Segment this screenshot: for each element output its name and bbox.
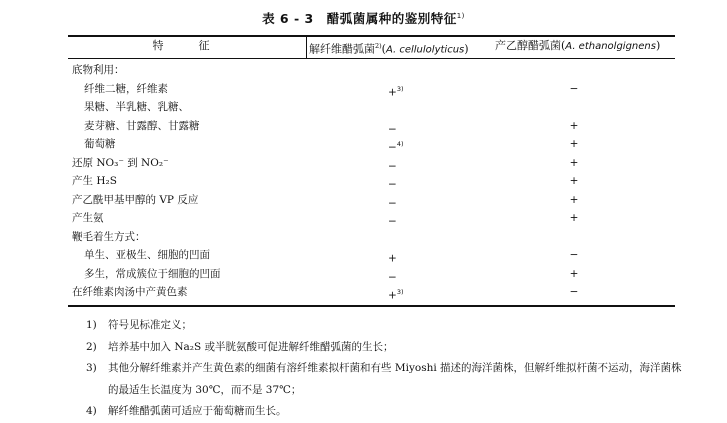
value-col-b: + — [569, 267, 579, 280]
row-label: 单生、亚极生、细胞的凹面 — [84, 249, 210, 261]
row-label: 产乙酰甲基甲醇的 VP 反应 — [72, 193, 199, 206]
title-footnote-ref: 1) — [456, 11, 465, 20]
value-col-a: − — [388, 271, 397, 283]
footnote-text: 符号见标准定义； — [108, 319, 192, 331]
table-row — [0, 135, 727, 154]
table-row — [0, 191, 727, 210]
table-header-rule — [68, 58, 675, 59]
table-row — [0, 228, 727, 247]
table-top-rule — [68, 35, 675, 37]
value-col-a: −$^{4)}$ — [388, 140, 404, 154]
footnote-number: 1) — [86, 319, 97, 331]
table-row — [0, 61, 727, 80]
value-col-b: + — [569, 193, 579, 206]
header-col-a-note: 2) — [375, 42, 382, 50]
row-label: 多生，常成簇位于细胞的凹面 — [84, 267, 221, 280]
value-col-b: + — [569, 212, 579, 224]
footnote-number: 2) — [86, 340, 97, 353]
row-label: 纤维二糖，纤维素 — [84, 82, 168, 95]
header-col-b: 产乙醇醋弧菌(A. ethanolgignens) — [495, 39, 661, 52]
row-label: 鞭毛着生方式： — [72, 230, 146, 243]
table-row — [0, 209, 727, 228]
table-row — [0, 80, 727, 99]
table-title-text: 表 6 - 3 醋弧菌属种的鉴别特征 — [262, 11, 457, 26]
table-row — [0, 98, 727, 117]
header-col-a-latin: A. cellulolyticus — [385, 44, 465, 56]
footnote — [86, 315, 686, 337]
header-column-divider — [306, 36, 307, 58]
table-row — [0, 283, 727, 302]
value-col-b: + — [569, 156, 579, 169]
table-row — [0, 265, 727, 284]
table-title — [0, 9, 727, 27]
value-col-a: − — [388, 215, 397, 228]
value-col-b: − — [569, 82, 579, 95]
table-row — [0, 117, 727, 136]
row-label: 在纤维素肉汤中产黄色素 — [72, 286, 188, 298]
row-label: 麦芽糖、甘露醇、甘露糖 — [84, 119, 200, 132]
footnote — [86, 337, 686, 359]
value-col-a: + — [388, 252, 397, 265]
value-col-a: − — [388, 123, 397, 135]
footnote — [86, 401, 686, 423]
footnote-number: 4) — [86, 405, 97, 417]
value-col-a: +$^{3)}$ — [388, 288, 404, 302]
table-row — [0, 154, 727, 173]
footnote — [86, 358, 686, 401]
table-bottom-rule — [68, 305, 675, 307]
value-col-a: − — [388, 197, 397, 209]
footnote-text: 培养基中加入 Na₂S 或半胱氨酸可促进解纤维醋弧菌的生长； — [108, 340, 394, 353]
header-feature: 特 征 — [152, 39, 222, 52]
value-col-b: + — [569, 119, 579, 132]
row-label: 葡萄糖 — [84, 138, 116, 150]
value-col-b: − — [569, 249, 579, 261]
footnote-text: 解纤维醋弧菌可适应于葡萄糖而生长。 — [108, 405, 287, 417]
value-col-b: − — [569, 286, 579, 298]
row-label: 还原 NO₃⁻ 到 NO₂⁻ — [72, 156, 169, 169]
footnotes — [86, 315, 686, 423]
value-col-a: − — [388, 178, 397, 191]
table-row — [0, 172, 727, 191]
row-label: 果糖、半乳糖、乳糖、 — [84, 101, 189, 113]
footnote-number: 3) — [86, 362, 97, 374]
row-label: 产生 H₂S — [72, 175, 117, 187]
header-col-a-name: 解纤维醋弧菌 — [309, 42, 375, 56]
value-col-b: + — [569, 138, 579, 150]
footnote-text: 其他分解纤维素并产生黄色素的细菌有溶纤维素拟杆菌和有些 Miyoshi 描述的海洋菌株，但解纤维拟杆菌不运动，海洋菌株的最适生长温度为 30℃，而不是 37℃； — [108, 362, 682, 396]
value-col-a: +$^{3)}$ — [388, 84, 404, 98]
header-col-b-latin: A. ethanolgignens — [565, 41, 656, 52]
row-label: 产生氨 — [72, 212, 104, 224]
value-col-b: + — [569, 175, 579, 187]
header-col-a: 解纤维醋弧菌$^{2)}$(A. cellulolyticus) — [309, 42, 469, 56]
row-label: 底物利用： — [72, 64, 125, 76]
table-row — [0, 246, 727, 265]
header-col-b-name: 产乙醇醋弧菌 — [495, 39, 561, 52]
value-col-a: − — [388, 160, 397, 172]
